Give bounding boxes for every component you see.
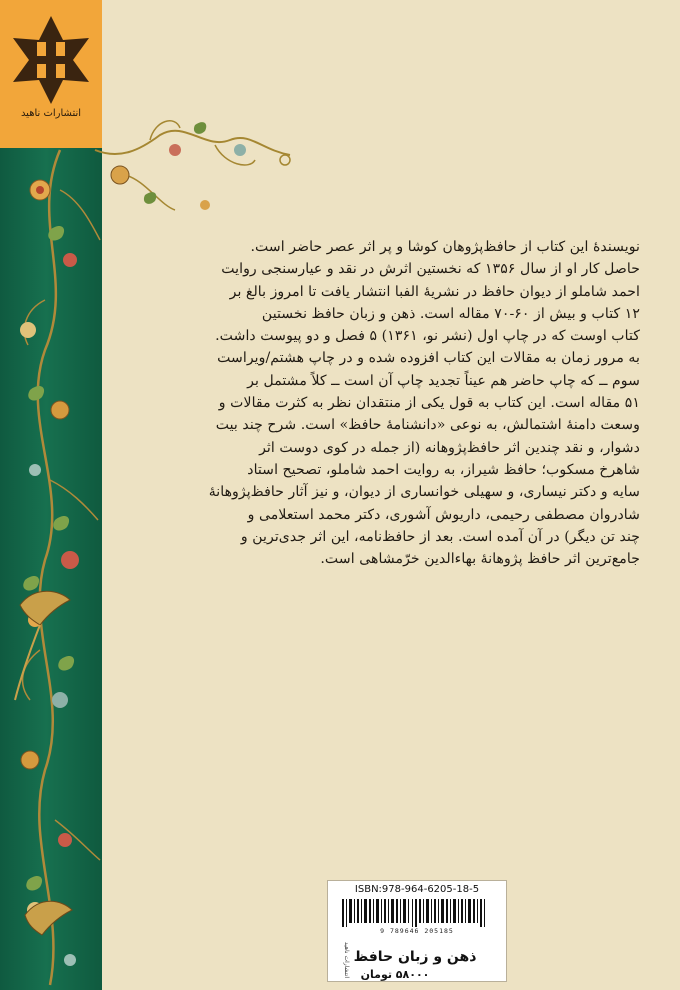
text-line: ۵۱ مقاله است. این کتاب به قول یکی از منتقدان نظر به کثرت مقالات و [218,395,640,412]
text-line: سایه و دکتر نیساری، و سهیلی خوانساری از دیوان، و نیز آثار حافظ‌پژوهانهٔ [208,484,640,501]
book-title: ذهن و زبان حافظ [353,949,477,965]
text-line: شادروان مصطفی رحیمی، داریوش آشوری، دکتر محمد استعلامی و [247,506,640,523]
isbn-number: ISBN:978-964-6205-18-5 [354,884,480,895]
text-line: نویسندهٔ این کتاب از حافظ‌پژوهان کوشا و پر اثر عصر حاضر است. [250,239,640,255]
text-line: جامع‌ترین اثر حافظ پژوهانهٔ بهاءالدین خرّمشاهی است. [320,551,640,568]
barcode-icon [342,899,492,927]
text-line: دشوار، و نقد چندین اثر حافظ‌پژوهانه (از جمله در کوی دوست اثر [259,439,640,456]
barcode-sticker [327,880,507,982]
text-line: وسعت دامنهٔ اشتمالش، به نوعی «دانشنامهٔ حافظ» است. شرح چند بیت [215,417,640,434]
text-line: احمد شاملو از دیوان حافظ در نشریهٔ الفبا انتشار یافت تا امروز بالغ بر [229,283,640,300]
text-line: شاهرخ مسکوب؛ حافظ شیراز، به روایت احمد شاملو، تصحیح استاد [247,461,640,478]
barcode-digits: 9 789646 205185 [380,927,454,935]
text-line: کتاب اوست که در چاپ اول (نشر نو، ۱۳۶۱) ۵ فصل و دو پیوست داشت. [215,328,640,345]
back-cover-description [130,236,640,570]
publisher-name: انتشارات ناهید [20,108,82,119]
text-line: به مرور زمان به مقالات این کتاب افزوده شده و در چاپ هشتم/ویراست [217,350,640,367]
text-line: حاصل کار او از سال ۱۳۵۶ که نخستین اثرش در نقد و عیارسنجی روایت [221,261,640,278]
book-price: ۵۸۰۰۰ تومان [360,968,430,981]
text-line: چند تن دیگر) در آن آمده است. بعد از حافظ‌نامه، این اثر جدی‌ترین و [240,528,640,545]
sticker-publisher: انتشارات ناهید [343,941,350,978]
text-line: سوم ــ که چاپ حاضر هم عیناً تجدید چاپ آن است ــ کلاً مشتمل بر [247,372,640,389]
text-line: ۱۲ کتاب و بیش از ۶۰-۷۰ مقاله است. ذهن و زبان حافظ نخستین [261,305,640,322]
